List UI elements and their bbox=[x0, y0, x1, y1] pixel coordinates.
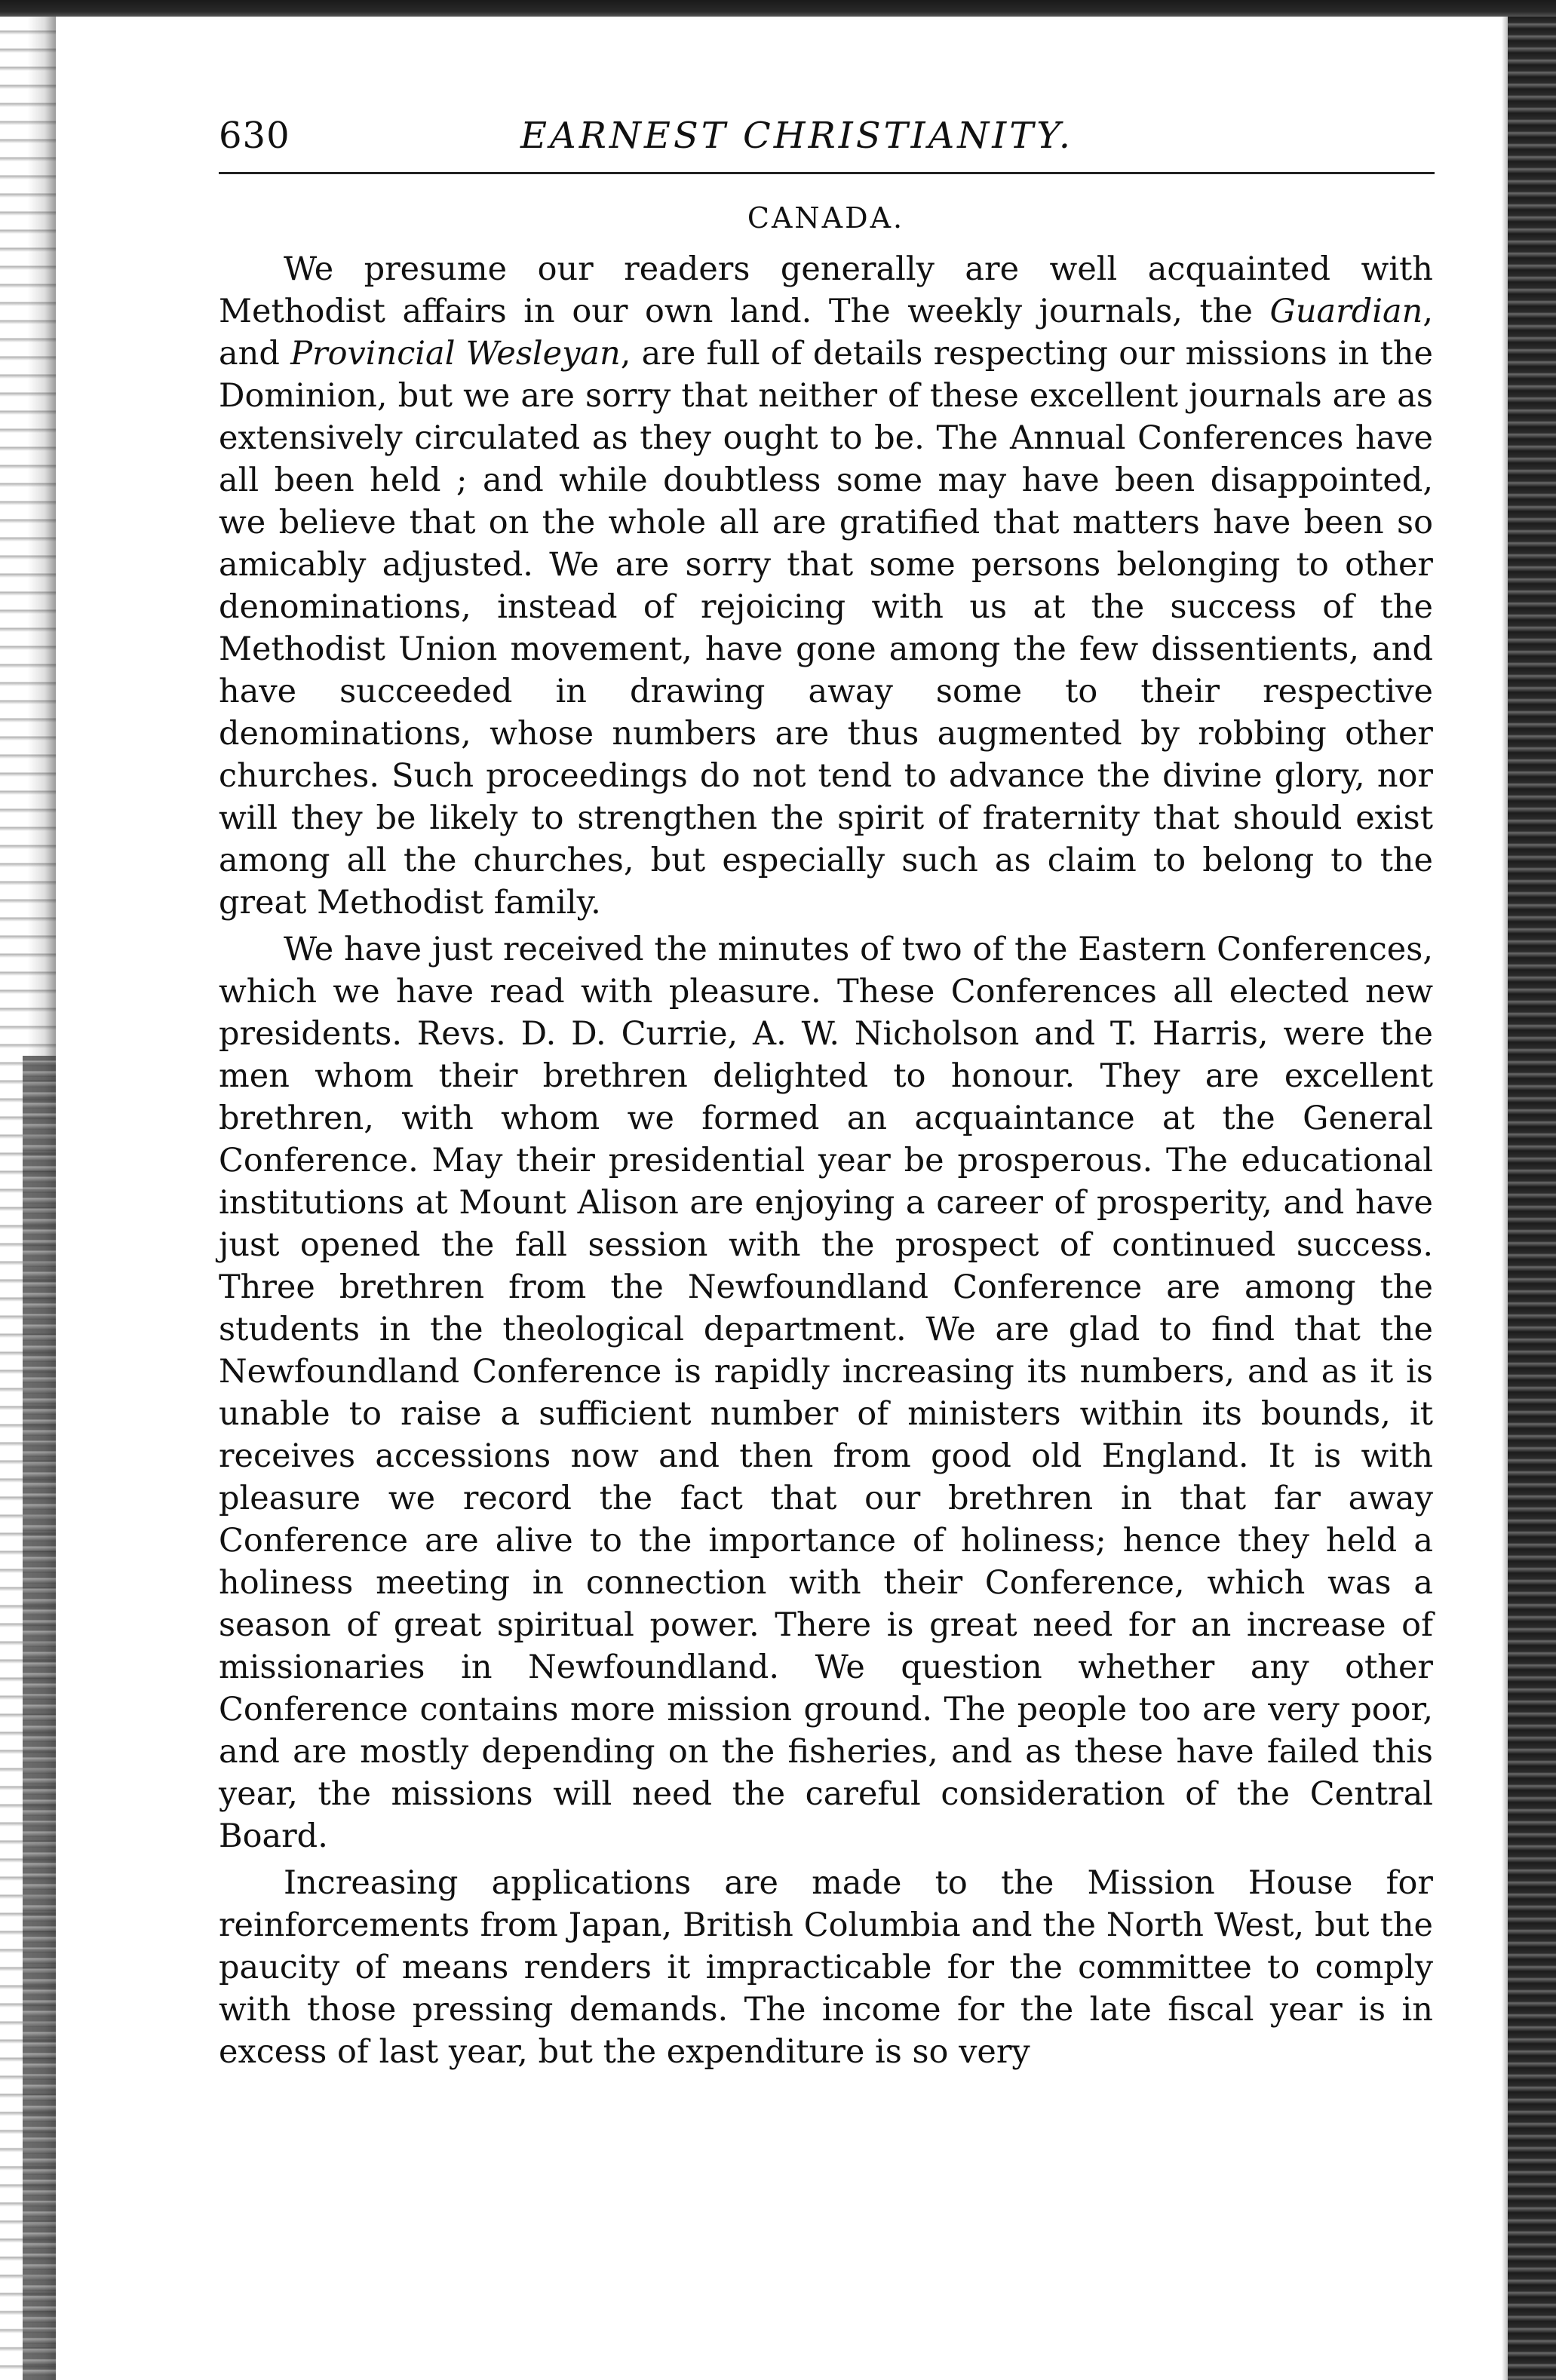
scan-right-edge bbox=[1508, 17, 1556, 2380]
paragraph-1-text-c: , are full of details respecting our missions in the Dominion, but we are sorry that neither of these excellent journals are as extensively circulated as they ought to be. The Annual Conferences have all been held ; and while doubtless some may have been disappointed, we believe that on the whole all are gratified that matters have been so amicably adjusted. We are sorry that some persons belonging to other denominations, instead of rejoicing with us at the success of the Methodist Union movement, have gone among the few dissentients, and have succeeded in drawing away some to their respective denominations, whose numbers are thus augmented by robbing other churches. Such proceedings do not tend to advance the divine glory, nor will they be likely to strengthen the spirit of fraternity that should exist among all the churches, but especially such as claim to belong to the great Methodist family. bbox=[219, 335, 1433, 922]
scan-right-edge-highlight bbox=[1502, 17, 1508, 2380]
scan-left-edge-shadow bbox=[23, 1056, 56, 2380]
page-number: 630 bbox=[219, 115, 290, 157]
header-rule bbox=[219, 172, 1435, 174]
paragraph-2-text: We have just received the minutes of two of the Eastern Conferences, which we have read with pleasure. These Conferences all elected new presidents. Revs. D. D. Currie, A. W. Nicholson and T. Harris, were the men whom their brethren delighted to honour. They are excellent brethren, with whom we formed an acquaintance at the General Conference. May their presidential year be prosperous. The educational institutions at Mount Alison are enjoying a career of prosperity, and have just opened the fall session with the prospect of continued success. Three brethren from the Newfoundland Conference are among the students in the theological department. We are glad to find that the Newfoundland Conference is rapidly increasing its numbers, and as it is unable to raise a sufficient number of ministers within its bounds, it receives accessions now and then from good old England. It is with pleasure we record the fact that our brethren in that far away Conference are alive to the importance of holiness; hence they held a holiness meeting in connection with their Conference, which was a season of great spiritual power. There is great need for an increase of missionaries in Newfoundland. We question whether any other Conference contains more mission ground. The people too are very poor, and are mostly depending on the fisheries, and as these have failed this year, the missions will need the careful consideration of the Central Board. bbox=[219, 931, 1433, 1855]
guardian-title: Guardian bbox=[1269, 293, 1423, 330]
paragraph-1 bbox=[219, 248, 1433, 924]
page-body bbox=[219, 106, 1433, 2073]
paragraph-2 bbox=[219, 928, 1433, 1857]
paragraph-1-text-a: We presume our readers generally are well acquainted with Methodist affairs in our own land. The weekly journals, the bbox=[219, 250, 1433, 330]
section-heading: CANADA. bbox=[747, 201, 905, 235]
scan-top-edge bbox=[0, 0, 1556, 17]
running-title: EARNEST CHRISTIANITY. bbox=[520, 115, 1073, 157]
running-head bbox=[219, 106, 1433, 166]
paragraph-3 bbox=[219, 1862, 1433, 2073]
paragraph-3-text: Increasing applications are made to the Mission House for reinforcements from Japan, British Columbia and the North West, but the paucity of means renders it impracticable for the committee to comply with those pressing demands. The income for the late fiscal year is in excess of last year, but the expenditure is so very bbox=[219, 1864, 1433, 2071]
provincial-wesleyan-title: Provincial Wesleyan bbox=[290, 335, 621, 373]
paragraph-1-text-b: , and bbox=[219, 293, 1433, 373]
